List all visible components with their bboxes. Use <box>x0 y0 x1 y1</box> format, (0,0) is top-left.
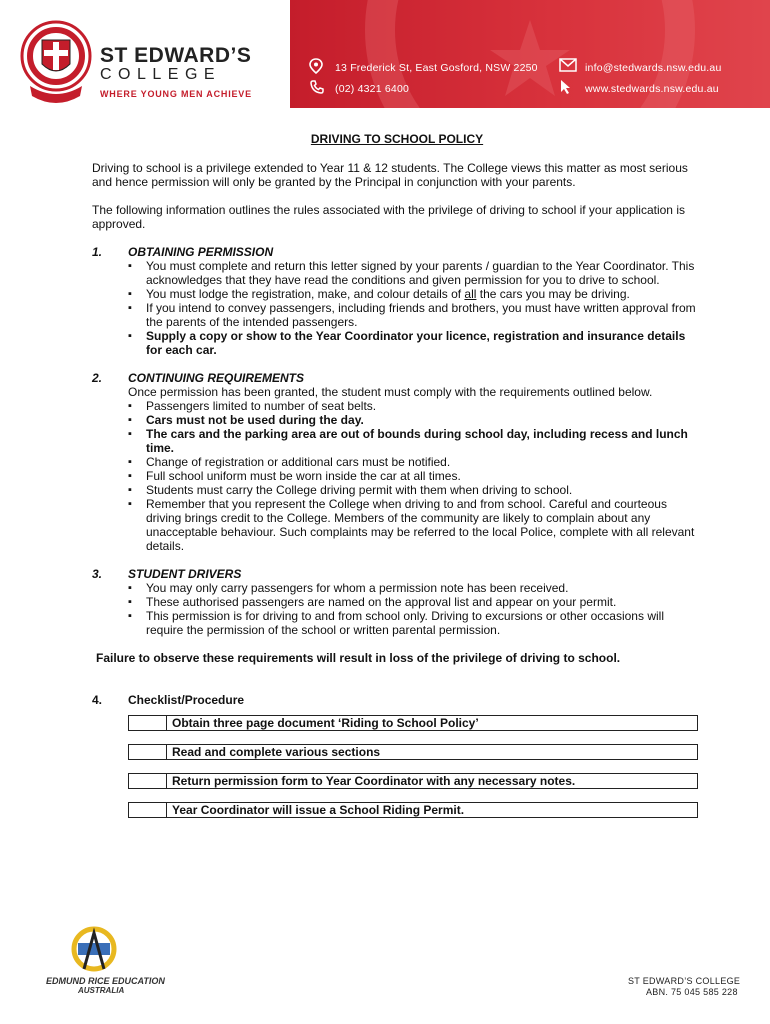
college-motto: WHERE YOUNG MEN ACHIEVE <box>100 89 252 99</box>
intro-paragraph-1: Driving to school is a privilege extended to Year 11 & 12 students. The College views this matter as most serious and hence permission will only be granted by the Principal in conjunction with your parents. <box>92 161 688 189</box>
section-heading: CONTINUING REQUIREMENTS <box>128 371 305 385</box>
list-item: ▪ Change of registration or additional cars must be notified. <box>128 455 702 469</box>
section-checklist <box>92 693 702 707</box>
checkbox-cell[interactable] <box>129 774 167 788</box>
section-number: 2. <box>92 371 103 385</box>
checklist-text: Read and complete various sections <box>172 745 381 759</box>
phone-icon <box>309 79 325 98</box>
warning-statement: Failure to observe these requirements will result in loss of the privilege of driving to school. <box>96 651 621 665</box>
list-item: ▪ You must complete and return this letter signed by your parents / guardian to the Year Coordinator. This acknowledges that they have read the conditions and given permission for you to drive to school. <box>128 259 702 287</box>
list-item: ▪ You may only carry passengers for whom a permission note has been received. <box>128 581 702 595</box>
erea-country: AUSTRALIA <box>78 986 125 995</box>
checklist-text: Year Coordinator will issue a School Riding Permit. <box>172 803 465 817</box>
checklist-row <box>128 715 698 731</box>
page-title: DRIVING TO SCHOOL POLICY <box>310 132 484 146</box>
list-item: ▪ Passengers limited to number of seat belts. <box>128 399 702 413</box>
section-heading: STUDENT DRIVERS <box>128 567 242 581</box>
list-item: ▪ This permission is for driving to and from school only. Driving to excursions or other occasions will require the permission of the school or written parental permission. <box>128 609 702 637</box>
list-item: ▪ Supply a copy or show to the Year Coordinator your licence, registration and insurance details for each car. <box>128 329 702 357</box>
section-heading: Checklist/Procedure <box>128 693 245 707</box>
footer-college-name: ST EDWARD’S COLLEGE <box>628 976 741 986</box>
website-line[interactable]: www.stedwards.nsw.edu.au <box>585 83 719 95</box>
section-intro: Once permission has been granted, the student must comply with the requirements outlined below. <box>128 385 653 399</box>
section-student-drivers <box>92 567 702 637</box>
checklist-text: Obtain three page document ‘Riding to School Policy’ <box>172 716 479 730</box>
checklist-row <box>128 802 698 818</box>
list-item: ▪ Remember that you represent the College when driving to and from school. Careful and courteous driving brings credit to the College. Members of the community are likely to complain about any unacceptable behaviour. Such complaints may be referred to the local Police, complete with all relevant details. <box>128 497 702 553</box>
college-name: ST EDWARD’S <box>100 44 252 67</box>
section-number: 1. <box>92 245 103 259</box>
header-contact-band <box>290 0 770 108</box>
phone-line: (02) 4321 6400 <box>335 83 409 95</box>
location-pin-icon <box>309 58 323 77</box>
list-item: ▪ Students must carry the College driving permit with them when driving to school. <box>128 483 702 497</box>
college-subtitle: COLLEGE <box>100 66 222 83</box>
checklist-row <box>128 773 698 789</box>
list-item: ▪ The cars and the parking area are out of bounds during school day, including recess and lunch time. <box>128 427 702 455</box>
erea-name: EDMUND RICE EDUCATION <box>46 976 165 986</box>
list-item: ▪ Cars must not be used during the day. <box>128 413 702 427</box>
list-item: ▪ If you intend to convey passengers, including friends and brothers, you must have written approval from the parents of the intended passengers. <box>128 301 702 329</box>
cursor-arrow-icon <box>559 79 573 98</box>
section-obtaining-permission <box>92 245 702 357</box>
section-continuing-requirements <box>92 371 702 553</box>
policy-document <box>92 132 702 818</box>
checklist-text: Return permission form to Year Coordinator with any necessary notes. <box>172 774 576 788</box>
section-number: 4. <box>92 693 103 707</box>
intro-paragraph-2: The following information outlines the rules associated with the privilege of driving to school if your application is approved. <box>92 203 685 231</box>
list-item: ▪ Full school uniform must be worn inside the car at all times. <box>128 469 702 483</box>
list-item: ▪ These authorised passengers are named on the approval list and appear on your permit. <box>128 595 702 609</box>
section-heading: OBTAINING PERMISSION <box>128 245 274 259</box>
envelope-icon <box>559 58 577 75</box>
footer-abn: ABN. 75 045 585 228 <box>646 987 738 997</box>
section-number: 3. <box>92 567 103 581</box>
checkbox-cell[interactable] <box>129 716 167 730</box>
checkbox-cell[interactable] <box>129 745 167 759</box>
college-crest <box>20 12 96 113</box>
list-item: ▪ You must lodge the registration, make, and colour details of all the cars you may be driving. <box>128 287 702 301</box>
checklist-row <box>128 744 698 760</box>
email-line[interactable]: info@stedwards.nsw.edu.au <box>585 62 722 74</box>
address-line: 13 Frederick St, East Gosford, NSW 2250 <box>335 62 538 74</box>
checkbox-cell[interactable] <box>129 803 167 817</box>
